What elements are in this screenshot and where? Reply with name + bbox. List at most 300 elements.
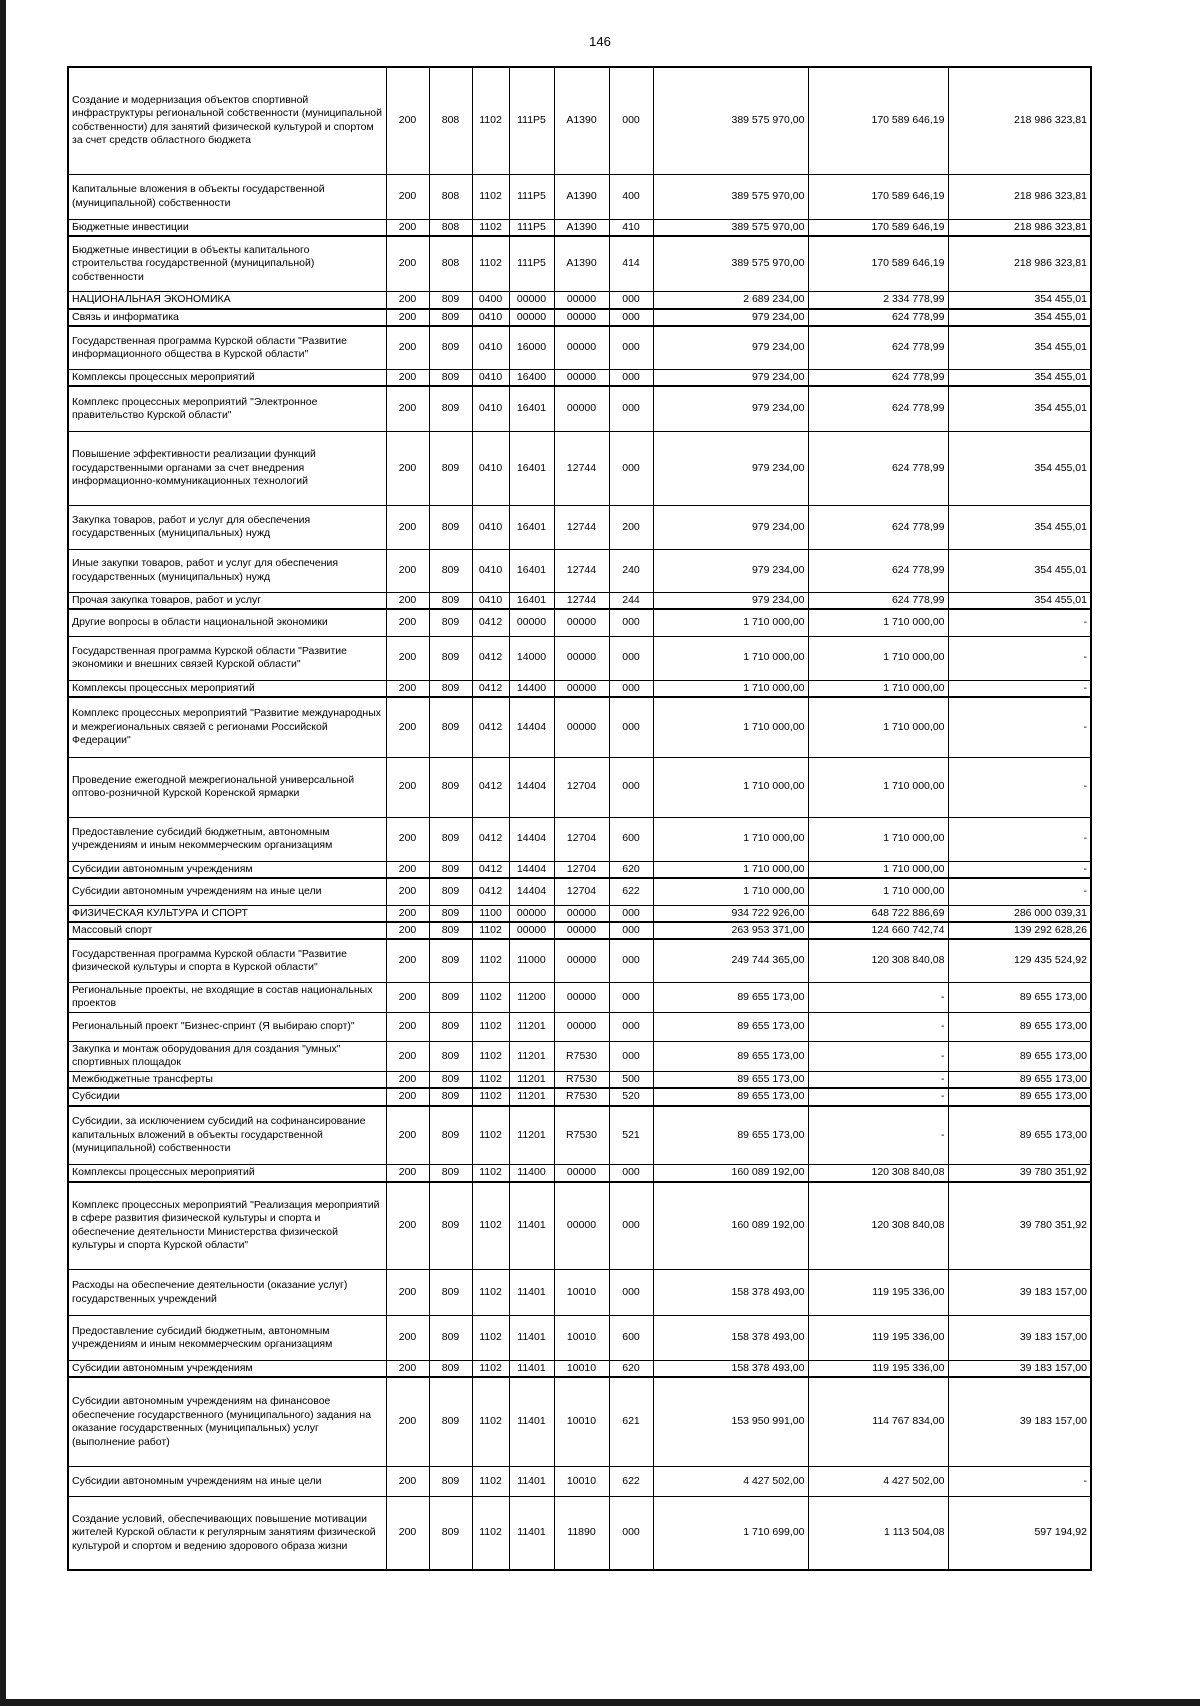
row-code-3: 1102 [472,1270,509,1316]
row-code-5: 12744 [554,505,609,549]
row-name: Создание условий, обеспечивающих повышение мотивации жителей Курской области к регулярным занятиям физической культурой и спортом и ведению здорового образа жизни [68,1496,386,1570]
row-amount-3: 218 986 323,81 [948,67,1091,174]
row-code-4: 11201 [509,1071,554,1088]
row-amount-2: - [808,1088,948,1105]
row-code-4: 14404 [509,861,554,878]
row-amount-3: 129 435 524,92 [948,939,1091,982]
row-code-1: 200 [386,697,429,757]
row-amount-2: 120 308 840,08 [808,939,948,982]
row-code-5: 10010 [554,1466,609,1496]
row-code-1: 200 [386,1270,429,1316]
row-amount-3: 286 000 039,31 [948,905,1091,922]
row-code-6: 410 [609,219,653,236]
row-code-3: 0412 [472,680,509,697]
row-code-6: 000 [609,1012,653,1041]
row-amount-1: 89 655 173,00 [653,1041,808,1071]
row-code-1: 200 [386,861,429,878]
row-code-5: 12744 [554,549,609,592]
row-code-4: 11401 [509,1270,554,1316]
row-code-2: 809 [429,1496,472,1570]
row-amount-3: 218 986 323,81 [948,236,1091,292]
row-code-1: 200 [386,1088,429,1105]
row-code-6: 000 [609,922,653,939]
row-amount-2: 170 589 646,19 [808,236,948,292]
row-amount-1: 160 089 192,00 [653,1182,808,1270]
row-amount-2: - [808,1012,948,1041]
row-amount-2: 624 778,99 [808,309,948,326]
row-code-5: 00000 [554,292,609,309]
row-code-5: 12704 [554,757,609,817]
table-row [68,505,1091,549]
row-name: Предоставление субсидий бюджетным, автономным учреждениям и иным некоммерческим организациям [68,817,386,861]
row-code-1: 200 [386,1496,429,1570]
table-row [68,817,1091,861]
row-code-4: 16401 [509,505,554,549]
table-row [68,1106,1091,1165]
row-amount-1: 2 689 234,00 [653,292,808,309]
row-code-6: 000 [609,982,653,1012]
row-code-3: 0412 [472,878,509,905]
table-row [68,1270,1091,1316]
row-amount-1: 389 575 970,00 [653,236,808,292]
row-code-3: 0410 [472,549,509,592]
row-name: Субсидии автономным учреждениям [68,1361,386,1378]
row-code-3: 1102 [472,1316,509,1361]
row-code-4: 11201 [509,1041,554,1071]
row-name: Региональный проект "Бизнес-спринт (Я выбираю спорт)" [68,1012,386,1041]
row-code-6: 414 [609,236,653,292]
row-code-2: 809 [429,861,472,878]
row-code-1: 200 [386,1466,429,1496]
row-amount-3: 354 455,01 [948,326,1091,369]
row-code-2: 809 [429,369,472,386]
row-code-1: 200 [386,292,429,309]
row-code-3: 1102 [472,1182,509,1270]
row-code-2: 809 [429,1088,472,1105]
row-name: Капитальные вложения в объекты государственной (муниципальной) собственности [68,174,386,219]
row-name: Государственная программа Курской области "Развитие экономики и внешних связей Курской области" [68,636,386,680]
row-name: Комплекс процессных мероприятий "Электронное правительство Курской области" [68,386,386,431]
table-row [68,1361,1091,1378]
row-code-2: 809 [429,1165,472,1182]
row-amount-2: 1 113 504,08 [808,1496,948,1570]
table-row [68,549,1091,592]
row-code-4: 00000 [509,309,554,326]
row-amount-1: 4 427 502,00 [653,1466,808,1496]
row-amount-2: 119 195 336,00 [808,1270,948,1316]
row-amount-2: 114 767 834,00 [808,1377,948,1466]
row-code-2: 809 [429,505,472,549]
table-row [68,905,1091,922]
row-code-2: 809 [429,326,472,369]
table-row [68,680,1091,697]
table-row [68,369,1091,386]
row-amount-2: 119 195 336,00 [808,1361,948,1378]
row-amount-2: 119 195 336,00 [808,1316,948,1361]
row-code-2: 809 [429,1361,472,1378]
row-amount-1: 89 655 173,00 [653,1012,808,1041]
row-code-2: 809 [429,386,472,431]
row-name: Проведение ежегодной межрегиональной универсальной оптово-розничной Курской Коренской ярмарки [68,757,386,817]
row-amount-1: 979 234,00 [653,386,808,431]
row-code-6: 000 [609,1270,653,1316]
row-code-6: 000 [609,1182,653,1270]
row-name: Комплексы процессных мероприятий [68,680,386,697]
row-code-4: 14404 [509,878,554,905]
row-code-1: 200 [386,386,429,431]
row-amount-1: 158 378 493,00 [653,1270,808,1316]
row-name: Массовый спорт [68,922,386,939]
row-code-5: 10010 [554,1270,609,1316]
row-amount-3: 354 455,01 [948,549,1091,592]
row-code-2: 809 [429,982,472,1012]
table-row [68,609,1091,636]
row-code-1: 200 [386,982,429,1012]
row-amount-2: 648 722 886,69 [808,905,948,922]
row-code-4: 11201 [509,1106,554,1165]
row-amount-1: 263 953 371,00 [653,922,808,939]
row-code-5: 00000 [554,982,609,1012]
row-name: Государственная программа Курской области "Развитие информационного общества в Курской области" [68,326,386,369]
row-amount-2: 1 710 000,00 [808,878,948,905]
row-code-5: 00000 [554,905,609,922]
row-name: Межбюджетные трансферты [68,1071,386,1088]
page-number: 146 [589,34,611,49]
row-amount-3: 89 655 173,00 [948,1088,1091,1105]
row-code-1: 200 [386,1071,429,1088]
row-code-4: 11201 [509,1088,554,1105]
row-name: Региональные проекты, не входящие в состав национальных проектов [68,982,386,1012]
row-code-1: 200 [386,549,429,592]
row-name: ФИЗИЧЕСКАЯ КУЛЬТУРА И СПОРТ [68,905,386,922]
row-amount-3: 218 986 323,81 [948,174,1091,219]
row-code-3: 1102 [472,1012,509,1041]
row-amount-1: 979 234,00 [653,431,808,505]
row-code-6: 000 [609,757,653,817]
table-row [68,1496,1091,1570]
row-code-4: 111P5 [509,219,554,236]
row-amount-3: - [948,680,1091,697]
row-code-1: 200 [386,939,429,982]
row-code-1: 200 [386,1182,429,1270]
row-name: Расходы на обеспечение деятельности (оказание услуг) государственных учреждений [68,1270,386,1316]
row-code-5: 11890 [554,1496,609,1570]
row-code-2: 809 [429,1270,472,1316]
row-code-3: 1102 [472,982,509,1012]
row-code-1: 200 [386,1377,429,1466]
row-code-5: 00000 [554,1182,609,1270]
row-code-3: 0410 [472,431,509,505]
row-code-2: 809 [429,309,472,326]
row-amount-3: 39 780 351,92 [948,1165,1091,1182]
row-code-3: 1102 [472,1377,509,1466]
table-row [68,1012,1091,1041]
row-amount-3: 39 183 157,00 [948,1270,1091,1316]
row-code-5: 10010 [554,1377,609,1466]
row-code-1: 200 [386,1165,429,1182]
row-amount-1: 1 710 699,00 [653,1496,808,1570]
row-name: Субсидии автономным учреждениям на иные цели [68,1466,386,1496]
row-code-4: 16400 [509,369,554,386]
row-code-6: 000 [609,636,653,680]
row-amount-1: 160 089 192,00 [653,1165,808,1182]
row-name: Закупка и монтаж оборудования для создания "умных" спортивных площадок [68,1041,386,1071]
row-amount-3: 354 455,01 [948,386,1091,431]
row-code-1: 200 [386,1361,429,1378]
row-code-2: 809 [429,636,472,680]
row-code-5: R7530 [554,1041,609,1071]
row-code-6: 000 [609,67,653,174]
row-code-1: 200 [386,680,429,697]
row-amount-3: - [948,817,1091,861]
row-code-4: 00000 [509,292,554,309]
row-amount-1: 389 575 970,00 [653,174,808,219]
row-code-2: 809 [429,697,472,757]
row-amount-1: 89 655 173,00 [653,1071,808,1088]
row-code-2: 809 [429,1071,472,1088]
row-amount-1: 249 744 365,00 [653,939,808,982]
table-row [68,878,1091,905]
row-amount-1: 158 378 493,00 [653,1361,808,1378]
row-code-4: 11401 [509,1316,554,1361]
row-amount-2: 624 778,99 [808,431,948,505]
row-amount-1: 158 378 493,00 [653,1316,808,1361]
row-code-6: 000 [609,326,653,369]
row-amount-3: 218 986 323,81 [948,219,1091,236]
row-code-4: 111P5 [509,236,554,292]
row-code-3: 0410 [472,386,509,431]
row-code-6: 000 [609,386,653,431]
row-name: Комплекс процессных мероприятий "Реализация мероприятий в сфере развития физической культуры и спорта и обеспечение деятельности Министерства физической культуры и спорта Курской области" [68,1182,386,1270]
row-name: Субсидии автономным учреждениям [68,861,386,878]
row-code-3: 1102 [472,1466,509,1496]
row-code-5: 00000 [554,609,609,636]
table-row [68,636,1091,680]
row-amount-1: 89 655 173,00 [653,1088,808,1105]
row-code-5: A1390 [554,67,609,174]
row-code-2: 809 [429,292,472,309]
row-code-3: 0412 [472,757,509,817]
row-amount-3: 354 455,01 [948,292,1091,309]
table-row [68,1377,1091,1466]
row-amount-3: - [948,757,1091,817]
row-code-4: 00000 [509,609,554,636]
row-code-6: 000 [609,697,653,757]
row-code-2: 809 [429,609,472,636]
row-amount-2: - [808,1071,948,1088]
row-code-5: 00000 [554,680,609,697]
row-amount-1: 1 710 000,00 [653,757,808,817]
row-code-4: 16401 [509,549,554,592]
row-code-6: 621 [609,1377,653,1466]
table-row [68,757,1091,817]
row-code-6: 520 [609,1088,653,1105]
row-code-4: 16401 [509,386,554,431]
row-amount-1: 1 710 000,00 [653,680,808,697]
table-row [68,67,1091,174]
table-row [68,982,1091,1012]
row-code-1: 200 [386,757,429,817]
row-code-6: 000 [609,939,653,982]
row-amount-3: - [948,878,1091,905]
row-amount-1: 153 950 991,00 [653,1377,808,1466]
table-row [68,174,1091,219]
row-amount-1: 979 234,00 [653,326,808,369]
row-code-3: 1102 [472,1106,509,1165]
row-amount-1: 89 655 173,00 [653,1106,808,1165]
row-amount-2: 170 589 646,19 [808,67,948,174]
row-code-2: 809 [429,1316,472,1361]
table-row [68,1041,1091,1071]
row-amount-2: 170 589 646,19 [808,174,948,219]
row-code-4: 11401 [509,1466,554,1496]
row-code-1: 200 [386,505,429,549]
row-amount-2: 1 710 000,00 [808,817,948,861]
row-code-1: 200 [386,369,429,386]
row-name: Повышение эффективности реализации функций государственными органами за счет внедрения информационно-коммуникационных технологий [68,431,386,505]
row-amount-1: 979 234,00 [653,505,808,549]
row-amount-3: - [948,1466,1091,1496]
row-amount-2: - [808,982,948,1012]
row-amount-2: 624 778,99 [808,326,948,369]
row-code-1: 200 [386,636,429,680]
row-code-2: 809 [429,757,472,817]
row-amount-3: 354 455,01 [948,505,1091,549]
row-code-4: 16401 [509,431,554,505]
row-code-4: 11000 [509,939,554,982]
row-name: Субсидии автономным учреждениям на иные цели [68,878,386,905]
row-amount-3: 39 183 157,00 [948,1377,1091,1466]
row-code-3: 0410 [472,592,509,609]
budget-table [67,66,1092,1571]
row-code-2: 809 [429,1106,472,1165]
row-amount-1: 1 710 000,00 [653,609,808,636]
row-code-1: 200 [386,219,429,236]
row-amount-3: 354 455,01 [948,592,1091,609]
row-amount-3: - [948,609,1091,636]
row-amount-1: 1 710 000,00 [653,636,808,680]
table-row [68,592,1091,609]
row-code-5: 10010 [554,1316,609,1361]
row-code-5: 00000 [554,1012,609,1041]
row-name: Комплексы процессных мероприятий [68,369,386,386]
row-code-5: 12704 [554,861,609,878]
row-code-1: 200 [386,592,429,609]
row-code-1: 200 [386,609,429,636]
row-code-4: 14404 [509,757,554,817]
row-code-5: 00000 [554,939,609,982]
row-code-6: 622 [609,878,653,905]
row-amount-3: 39 183 157,00 [948,1361,1091,1378]
row-code-2: 808 [429,236,472,292]
row-code-5: R7530 [554,1071,609,1088]
row-amount-2: 1 710 000,00 [808,636,948,680]
row-amount-2: 624 778,99 [808,505,948,549]
row-code-5: 00000 [554,697,609,757]
row-amount-2: 1 710 000,00 [808,697,948,757]
row-amount-2: 1 710 000,00 [808,757,948,817]
row-code-2: 809 [429,939,472,982]
table-row [68,1071,1091,1088]
row-code-2: 809 [429,1041,472,1071]
row-code-2: 809 [429,1377,472,1466]
row-code-3: 1102 [472,939,509,982]
row-code-5: R7530 [554,1106,609,1165]
row-amount-3: - [948,861,1091,878]
row-amount-1: 934 722 926,00 [653,905,808,922]
table-row [68,386,1091,431]
row-code-4: 14404 [509,697,554,757]
row-code-4: 11400 [509,1165,554,1182]
row-code-6: 000 [609,1165,653,1182]
table-row [68,1165,1091,1182]
row-code-3: 0410 [472,369,509,386]
row-name: Бюджетные инвестиции в объекты капитального строительства государственной (муниципальной) собственности [68,236,386,292]
row-code-6: 000 [609,292,653,309]
row-amount-2: 624 778,99 [808,592,948,609]
row-amount-1: 1 710 000,00 [653,861,808,878]
row-amount-3: 89 655 173,00 [948,1106,1091,1165]
row-code-6: 600 [609,1316,653,1361]
row-code-6: 620 [609,861,653,878]
row-amount-2: - [808,1041,948,1071]
row-code-6: 521 [609,1106,653,1165]
row-amount-2: 124 660 742,74 [808,922,948,939]
row-name: Создание и модернизация объектов спортивной инфраструктуры региональной собственности (муниципальной собственности) для занятий физической культурой и спортом за счет средств областного бюджета [68,67,386,174]
row-code-6: 000 [609,680,653,697]
row-code-2: 809 [429,878,472,905]
row-amount-3: 354 455,01 [948,369,1091,386]
row-code-6: 000 [609,309,653,326]
row-amount-2: 4 427 502,00 [808,1466,948,1496]
row-code-6: 600 [609,817,653,861]
row-amount-2: 624 778,99 [808,549,948,592]
table-row [68,431,1091,505]
row-code-6: 000 [609,431,653,505]
row-code-4: 11401 [509,1361,554,1378]
row-code-5: A1390 [554,219,609,236]
row-amount-1: 979 234,00 [653,549,808,592]
scan-edge-bottom [0,1699,1200,1706]
row-code-6: 000 [609,369,653,386]
row-code-1: 200 [386,878,429,905]
row-code-5: 12744 [554,592,609,609]
row-code-4: 11401 [509,1496,554,1570]
row-code-3: 1102 [472,922,509,939]
row-amount-3: 89 655 173,00 [948,1012,1091,1041]
row-code-1: 200 [386,309,429,326]
row-name: Субсидии, за исключением субсидий на софинансирование капитальных вложений в объекты государственной (муниципальной) собственности [68,1106,386,1165]
row-code-4: 14400 [509,680,554,697]
row-name: Государственная программа Курской области "Развитие физической культуры и спорта в Курской области" [68,939,386,982]
row-name: Иные закупки товаров, работ и услуг для обеспечения государственных (муниципальных) нужд [68,549,386,592]
row-code-6: 200 [609,505,653,549]
table-row [68,922,1091,939]
row-code-6: 622 [609,1466,653,1496]
row-code-5: 00000 [554,1165,609,1182]
table-row [68,697,1091,757]
row-code-6: 000 [609,1041,653,1071]
row-amount-3: - [948,697,1091,757]
row-code-3: 0400 [472,292,509,309]
table-row [68,219,1091,236]
row-amount-2: 170 589 646,19 [808,219,948,236]
row-code-3: 1102 [472,1496,509,1570]
row-code-3: 1102 [472,1088,509,1105]
row-amount-3: 139 292 628,26 [948,922,1091,939]
row-code-2: 809 [429,549,472,592]
row-amount-1: 979 234,00 [653,592,808,609]
